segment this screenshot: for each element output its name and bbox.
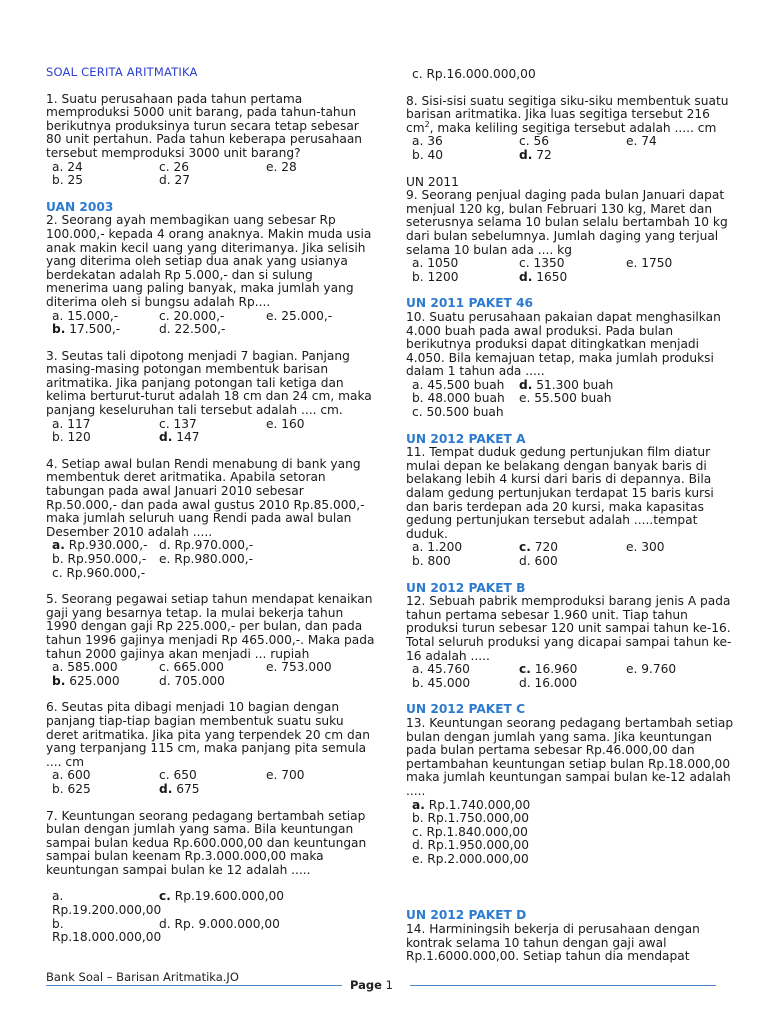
question-text xyxy=(406,95,736,136)
question-q10 xyxy=(406,297,736,419)
option-value: 28 xyxy=(277,159,297,174)
option-letter: c. xyxy=(159,768,170,783)
answer-option xyxy=(159,675,266,689)
answer-option xyxy=(52,916,162,945)
answer-option xyxy=(159,310,266,324)
answer-option xyxy=(159,783,266,797)
answer-options xyxy=(46,769,376,796)
answer-option xyxy=(52,431,159,445)
option-letter: a. xyxy=(412,540,424,555)
option-value: 20.000,- xyxy=(169,308,225,323)
answer-option xyxy=(519,257,626,271)
answer-option xyxy=(159,174,266,188)
option-letter: b. xyxy=(412,675,424,690)
option-value: Rp.16.000.000,00 xyxy=(422,67,536,81)
question-text: 4. Setiap awal bulan Rendi menabung di bank yang membentuk deret aritmatika. Apabila setoran tabungan pada awal Januari 2010 sebesar Rp.50.000,- dan pada awal gustus 2010 Rp.85.000,- maka jumlah seluruh uang Rendi pada awal bulan Desember 2010 adalah ..... xyxy=(46,456,365,539)
right-question-list xyxy=(406,68,736,964)
option-letter: d. xyxy=(159,916,171,931)
answer-options xyxy=(46,661,376,688)
page-word: Page xyxy=(350,978,382,992)
option-value: Rp.19.200.000,00 xyxy=(52,903,162,918)
option-letter: b. xyxy=(52,430,64,445)
section-heading: UN 2011 xyxy=(406,174,459,189)
question-text: 14. Harminingsih bekerja di perusahaan dengan kontrak selama 10 tahun dengan gaji awal Rp.1.6000.000,00. Setiap tahun dia mendapat xyxy=(406,922,700,964)
page-number xyxy=(350,979,393,993)
option-value: Rp.2.000.000,00 xyxy=(423,851,529,866)
section-heading: UN 2012 PAKET A xyxy=(406,431,526,446)
option-letter: d. xyxy=(519,377,533,392)
option-value: Rp.1.750.000,00 xyxy=(423,811,529,826)
option-value: 675 xyxy=(172,781,200,796)
option-letter: e. xyxy=(519,391,531,406)
option-value: 36 xyxy=(423,134,443,149)
option-value: Rp.18.000.000,00 xyxy=(52,930,162,945)
question-text: 10. Suatu perusahaan pakaian dapat menghasilkan 4.000 buah pada awal produksi. Pada bulan berikutnya produksi dapat ditingkatkan menjadi 4.050. Bila kemajuan tetap, maka jumlah produksi dalam 1 tahun ada ..... xyxy=(406,309,721,379)
option-letter: b. xyxy=(412,147,424,162)
answer-option xyxy=(52,783,159,797)
superscript: 2 xyxy=(424,119,430,129)
option-letter: c. xyxy=(412,405,423,420)
option-value: 48.000 buah xyxy=(423,391,505,406)
option-value: 26 xyxy=(169,159,189,174)
option-letter: e. xyxy=(159,552,171,566)
answer-options xyxy=(46,890,376,944)
option-letter: d. xyxy=(519,269,533,284)
question-q9 xyxy=(406,176,736,285)
answer-option xyxy=(52,323,159,337)
answer-option xyxy=(412,839,732,853)
answer-option xyxy=(52,161,159,175)
answer-option xyxy=(519,149,626,163)
question-text: 3. Seutas tali dipotong menjadi 7 bagian. Panjang masing-masing potongan membentuk barisan aritmatika. Jika panjang potongan tali ketiga dan kelima berturut-turut adalah 18 cm dan 24 cm, maka panjang keseluruhan tali tersebut adalah .... cm. xyxy=(46,348,372,418)
answer-option xyxy=(519,663,626,677)
answer-option xyxy=(159,890,319,917)
answer-option xyxy=(519,379,679,393)
answer-option xyxy=(412,379,519,393)
option-letter: b. xyxy=(412,391,424,406)
answer-option xyxy=(159,918,319,945)
option-value: 625 xyxy=(63,781,91,796)
question-q6 xyxy=(46,701,376,796)
answer-option xyxy=(266,769,373,783)
option-letter: d. xyxy=(159,781,173,796)
option-value: 15.000,- xyxy=(63,308,119,323)
option-value: Rp.930.000,- xyxy=(64,538,148,553)
option-letter: a. xyxy=(52,308,64,323)
option-letter: c. xyxy=(519,662,531,677)
option-letter: c. xyxy=(519,134,530,149)
question-q12 xyxy=(406,582,736,691)
question-text-part: 8. Sisi-sisi suatu segitiga siku-siku membentuk suatu barisan aritmatika. Jika luas segitiga tersebut 216 cm xyxy=(406,93,729,135)
option-value: 50.500 buah xyxy=(422,405,504,420)
answer-options xyxy=(406,541,736,568)
footer-rule-left xyxy=(46,985,342,986)
option-letter: c. xyxy=(412,824,423,839)
option-letter: a. xyxy=(412,134,424,149)
option-letter: e. xyxy=(266,416,278,431)
option-letter: d. xyxy=(159,538,171,553)
option-letter: a. xyxy=(52,416,64,431)
answer-option xyxy=(159,553,319,567)
option-value: 1350 xyxy=(529,256,565,271)
option-value: 40 xyxy=(423,147,444,162)
option-letter: b. xyxy=(52,552,64,566)
question-q13 xyxy=(406,703,736,866)
answer-option xyxy=(519,677,626,691)
answer-option xyxy=(412,135,519,149)
answer-option xyxy=(412,406,519,420)
option-value: 25 xyxy=(63,173,84,188)
option-value: 600 xyxy=(63,768,91,783)
option-letter: c. xyxy=(519,540,531,555)
option-letter: e. xyxy=(266,308,278,323)
option-letter: b. xyxy=(52,916,64,931)
answer-option xyxy=(626,135,733,149)
answer-option xyxy=(266,661,373,675)
answer-option xyxy=(52,310,159,324)
option-letter: a. xyxy=(52,538,65,553)
answer-option xyxy=(266,310,373,324)
option-value: Rp.970.000,- xyxy=(170,538,254,553)
answer-option xyxy=(159,323,266,337)
option-value: 160 xyxy=(277,416,305,431)
answer-option xyxy=(519,541,626,555)
option-letter: c. xyxy=(159,416,170,431)
answer-option xyxy=(412,826,732,840)
option-value: Rp.1.950.000,00 xyxy=(423,838,529,853)
option-value: 16.000 xyxy=(530,675,578,690)
option-letter: d. xyxy=(519,554,531,568)
answer-option xyxy=(159,661,266,675)
left-question-list xyxy=(46,93,376,945)
option-value: 800 xyxy=(423,554,451,568)
option-value: 1.200 xyxy=(423,540,463,555)
option-value: 45.760 xyxy=(423,662,470,677)
answer-option xyxy=(519,392,679,406)
option-value: 45.000 xyxy=(423,675,471,690)
option-letter: c. xyxy=(52,565,63,580)
answer-option xyxy=(266,418,373,432)
option-value: 1750 xyxy=(637,256,673,271)
answer-option xyxy=(52,661,159,675)
answer-option xyxy=(626,663,733,677)
answer-option xyxy=(412,677,519,691)
option-letter: b. xyxy=(412,554,424,568)
answer-option xyxy=(412,663,519,677)
option-letter: a. xyxy=(52,889,64,904)
answer-option xyxy=(52,418,159,432)
question-text: 13. Keuntungan seorang pedagang bertambah setiap bulan dengan jumlah yang sama. Jika keuntungan pada bulan pertama sebesar Rp.46.000,00 dan pertambahan keuntungan setiap bulan Rp.18.000,00 maka jumlah keuntungan sampai bulan ke-12 adalah ..... xyxy=(406,715,734,798)
left-column xyxy=(46,66,376,958)
option-value: 147 xyxy=(172,430,200,445)
answer-option xyxy=(519,271,626,285)
section-heading: UN 2012 PAKET B xyxy=(406,580,526,595)
answer-option xyxy=(52,889,162,918)
option-value: 27 xyxy=(170,173,191,188)
question-q3 xyxy=(46,350,376,445)
option-value: 1050 xyxy=(423,256,459,271)
option-value: Rp.950.000,- xyxy=(63,552,147,566)
document-title: SOAL CERITA ARITMATIKA xyxy=(46,65,198,79)
option-letter: d. xyxy=(159,322,171,337)
question-q1 xyxy=(46,93,376,188)
option-value: 56 xyxy=(529,134,549,149)
option-value: 117 xyxy=(63,416,91,431)
option-value: 55.500 buah xyxy=(530,391,612,406)
answer-option xyxy=(412,68,732,82)
option-letter: c. xyxy=(159,660,170,675)
question-q14 xyxy=(406,879,736,963)
option-value: 16.960 xyxy=(530,662,578,677)
option-value: 74 xyxy=(637,134,657,149)
question-text: 12. Sebuah pabrik memproduksi barang jenis A pada tahun pertama sebesar 1.960 unit. Tiap tahun produksi turun sebesar 120 unit sampai tahun ke-16. Total seluruh produksi yang dicapai sampai tahun ke-16 adalah ..... xyxy=(406,594,732,663)
answer-option xyxy=(519,555,626,569)
option-value: Rp.960.000,- xyxy=(62,565,146,580)
question-spacer xyxy=(406,879,736,905)
answer-option xyxy=(519,135,626,149)
option-value: 51.300 buah xyxy=(532,377,614,392)
question-q7 xyxy=(46,810,376,945)
option-letter: e. xyxy=(626,662,638,677)
answer-options xyxy=(46,539,376,580)
option-value: Rp. 9.000.000,00 xyxy=(170,916,280,931)
answer-options xyxy=(46,310,376,337)
question-q5 xyxy=(46,593,376,688)
option-letter: c. xyxy=(412,67,423,81)
option-letter: b. xyxy=(52,322,66,337)
option-letter: e. xyxy=(266,159,278,174)
option-value: 17.500,- xyxy=(65,322,121,337)
answer-options xyxy=(406,135,736,162)
answer-option xyxy=(412,149,519,163)
option-letter: b. xyxy=(412,269,424,284)
option-value: 600 xyxy=(530,554,558,568)
option-value: 22.500,- xyxy=(170,322,226,337)
question-text: 2. Seorang ayah membagikan uang sebesar Rp 100.000,- kepada 4 orang anaknya. Makin muda usia anak makin kecil uang yang diterimanya. Jika selisih yang diterima oleh setiap dua anak yang usianya berdekatan adalah Rp 5.000,- dan si sulung menerima uang paling banyak, maka jumlah yang diterima oleh si bungsu adalah Rp.... xyxy=(46,213,372,309)
option-letter: d. xyxy=(159,173,171,188)
answer-option xyxy=(412,555,519,569)
answer-option xyxy=(412,541,519,555)
answer-option xyxy=(52,174,159,188)
option-letter: a. xyxy=(52,159,64,174)
option-letter: d. xyxy=(159,673,171,688)
answer-option xyxy=(52,675,159,689)
option-letter: a. xyxy=(412,377,424,392)
question-text: 5. Seorang pegawai setiap tahun mendapat kenaikan gaji yang besarnya tetap. Ia mulai bekerja tahun 1990 dengan gaji Rp 225.000,- per bulan, dan pada tahun 1996 gajinya menjadi Rp 465.000,-. Maka pada tahun 2000 gajinya akan menjadi ... rupiah xyxy=(46,592,375,661)
option-value: Rp.980.000,- xyxy=(170,552,253,566)
answer-option xyxy=(52,539,159,553)
option-letter: b. xyxy=(52,781,64,796)
answer-option xyxy=(159,161,266,175)
option-value: 720 xyxy=(530,540,558,555)
question-q7c xyxy=(406,68,736,82)
option-value: 1200 xyxy=(423,269,459,284)
option-letter: d. xyxy=(159,430,173,445)
answer-option xyxy=(412,257,519,271)
answer-option xyxy=(52,769,159,783)
option-letter: a. xyxy=(52,768,64,783)
answer-option xyxy=(52,567,159,581)
question-q11 xyxy=(406,433,736,569)
answer-option xyxy=(266,161,373,175)
option-value: 72 xyxy=(532,147,552,162)
option-letter: e. xyxy=(266,768,278,783)
option-value: Rp.19.600.000,00 xyxy=(170,889,284,904)
option-value: 700 xyxy=(277,768,305,783)
answer-option xyxy=(412,853,732,867)
option-value: 665.000 xyxy=(169,660,224,675)
option-letter: b. xyxy=(412,811,424,826)
option-value: 300 xyxy=(637,540,665,555)
question-q2 xyxy=(46,201,376,337)
page-num: 1 xyxy=(385,978,393,992)
answer-option xyxy=(159,769,266,783)
option-letter: c. xyxy=(159,308,170,323)
option-value: 45.500 buah xyxy=(423,377,505,392)
answer-option xyxy=(159,418,266,432)
answer-option xyxy=(412,392,519,406)
answer-option xyxy=(159,539,319,553)
answer-options xyxy=(46,161,376,188)
option-letter: d. xyxy=(519,147,533,162)
option-value: 9.760 xyxy=(637,662,677,677)
option-letter: e. xyxy=(626,134,638,149)
footer-rule-right xyxy=(410,985,716,986)
option-letter: a. xyxy=(412,662,424,677)
answer-option xyxy=(412,812,732,826)
option-value: Rp.1.840.000,00 xyxy=(422,824,528,839)
option-value: 120 xyxy=(63,430,91,445)
section-heading: UN 2011 PAKET 46 xyxy=(406,296,534,311)
option-letter: d. xyxy=(412,838,424,853)
option-value: 625.000 xyxy=(65,673,120,688)
option-value: 585.000 xyxy=(63,660,118,675)
question-text: 11. Tempat duduk gedung pertunjukan film diatur mulai depan ke belakang dengan banyak baris di belakang lebih 4 kursi dari baris di depannya. Bila dalam gedung pertunjukan terdapat 15 baris kursi dan baris terdepan ada 20 kursi, maka kapasitas gedung pertunjukan tersebut adalah .....tempat duduk. xyxy=(406,445,714,541)
answer-option xyxy=(626,541,733,555)
answer-option xyxy=(52,553,159,567)
section-heading: UN 2012 PAKET D xyxy=(406,908,527,923)
option-letter: e. xyxy=(412,851,424,866)
question-q8 xyxy=(406,95,736,163)
option-value: 753.000 xyxy=(277,660,332,675)
answer-options xyxy=(46,418,376,445)
question-text: 6. Seutas pita dibagi menjadi 10 bagian dengan panjang tiap-tiap bagian membentuk suatu suku deret aritmatika. Jika pita yang terpendek 20 cm dan yang terpanjang 115 cm, maka panjang pita semula .... cm xyxy=(46,700,370,769)
option-letter: b. xyxy=(52,173,64,188)
option-value: 650 xyxy=(169,768,197,783)
question-text: 7. Keuntungan seorang pedagang bertambah setiap bulan dengan jumlah yang sama. Bila keuntungan sampai bulan kedua Rp.600.000,00 dan keuntungan sampai bulan keenam Rp.3.000.000,00 maka keuntungan sampai bulan ke 12 adalah ..... xyxy=(46,808,367,877)
answer-options xyxy=(406,68,736,82)
answer-option xyxy=(626,257,733,271)
option-letter: c. xyxy=(159,889,171,904)
option-letter: c. xyxy=(519,256,530,271)
option-letter: e. xyxy=(266,660,278,675)
option-value: 24 xyxy=(63,159,83,174)
option-letter: e. xyxy=(626,256,638,271)
option-letter: a. xyxy=(412,256,424,271)
answer-option xyxy=(412,271,519,285)
option-letter: c. xyxy=(159,159,170,174)
option-letter: b. xyxy=(52,673,66,688)
option-letter: d. xyxy=(519,675,531,690)
answer-option xyxy=(412,799,732,813)
answer-options xyxy=(406,379,736,420)
question-q4 xyxy=(46,458,376,580)
section-heading: UN 2012 PAKET C xyxy=(406,702,526,717)
answer-option xyxy=(159,431,266,445)
question-text: 1. Suatu perusahaan pada tahun pertama memproduksi 5000 unit barang, pada tahun-tahun berikutnya produksinya turun secara tetap sebesar 80 unit pertahun. Pada tahun keberapa perusahaan tersebut memproduksi 3000 unit barang? xyxy=(46,91,363,160)
question-text: 9. Seorang penjual daging pada bulan Januari dapat menjual 120 kg, bulan Februari 130 kg, Maret dan seterusnya selama 10 bulan selalu bertambah 10 kg dari bulan sebelumnya. Jumlah daging yang terjual selama 10 bulan ada .... kg xyxy=(406,188,728,257)
option-letter: e. xyxy=(626,540,638,555)
option-letter: a. xyxy=(412,797,425,812)
footer-doc-name: Bank Soal – Barisan Aritmatika.JO xyxy=(46,970,239,984)
answer-options xyxy=(406,799,736,867)
option-value: 137 xyxy=(169,416,197,431)
answer-options xyxy=(406,663,736,690)
option-value: 25.000,- xyxy=(277,308,333,323)
section-heading: UAN 2003 xyxy=(46,199,114,214)
answer-options xyxy=(406,257,736,284)
option-letter: a. xyxy=(52,660,64,675)
option-value: 1650 xyxy=(532,269,568,284)
question-text-part: , maka keliling segitiga tersebut adalah ..... cm xyxy=(429,120,717,135)
right-column xyxy=(406,68,736,977)
option-value: Rp.1.740.000,00 xyxy=(424,797,531,812)
option-value: 705.000 xyxy=(170,673,225,688)
